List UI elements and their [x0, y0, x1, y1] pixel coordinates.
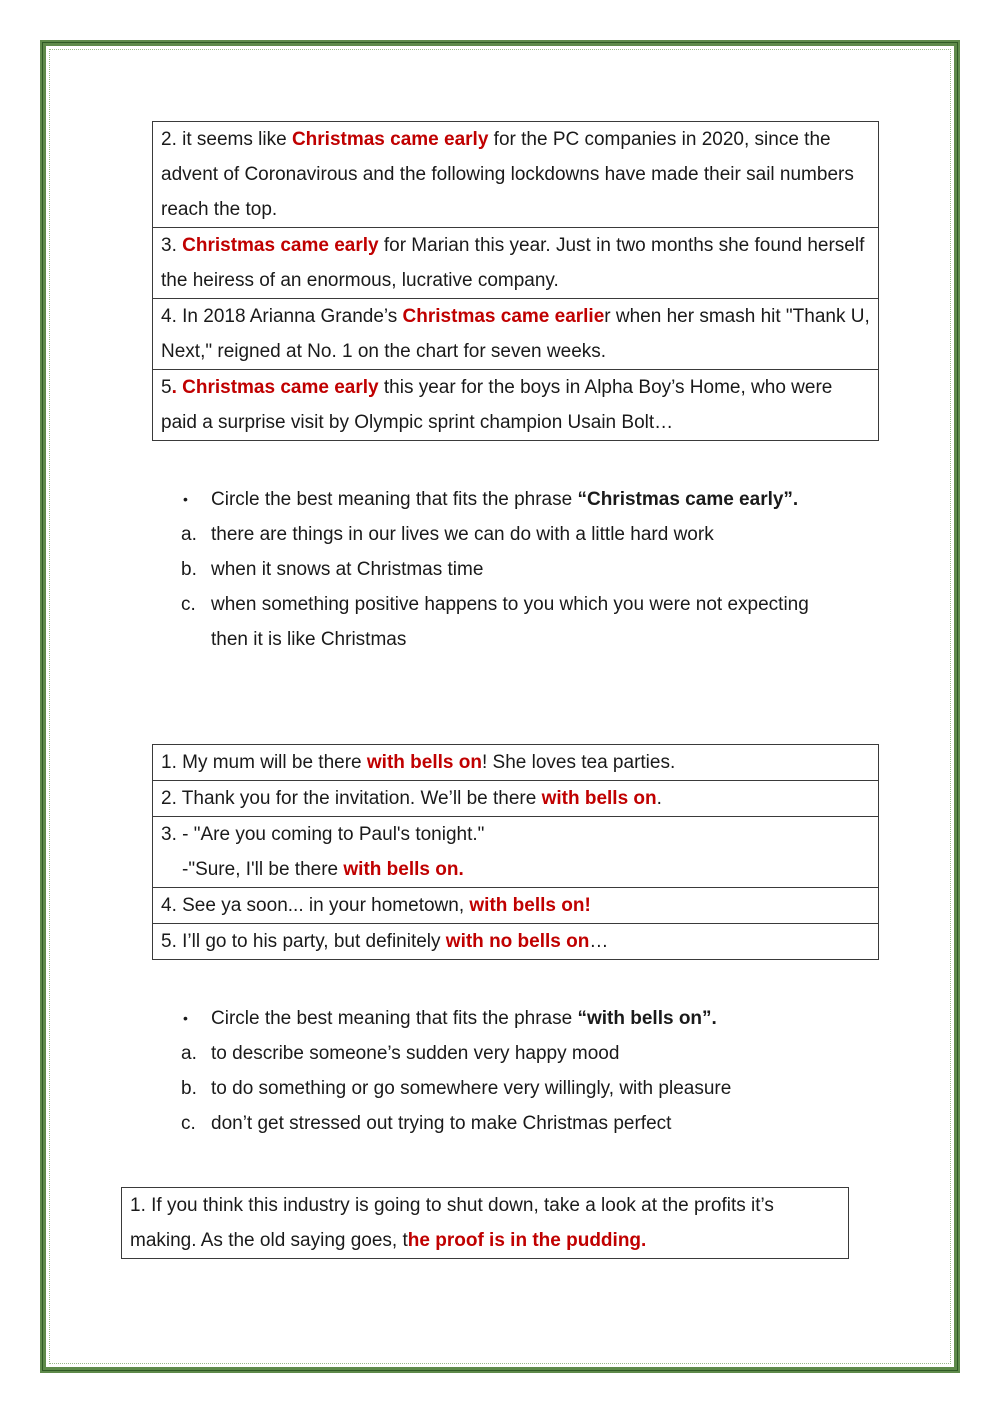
idiom-highlight: he proof is in the pudding. [407, 1230, 647, 1251]
examples-table-bells [152, 744, 879, 960]
answer-option-c[interactable]: c. when something positive happens to you which you were not expecting then it is like Christmas [181, 594, 809, 650]
idiom-highlight: with bells on [541, 788, 657, 809]
table-row: 2. Thank you for the invitation. We’ll be there with bells on. [153, 781, 879, 817]
idiom-highlight: with bells on [366, 752, 482, 773]
table-row: 5. Christmas came early this year for the boys in Alpha Boy’s Home, who were paid a surprise visit by Olympic sprint champion Usain Bolt… [153, 370, 879, 441]
idiom-highlight: Christmas came earlie [402, 306, 605, 327]
answer-option-b[interactable]: b. to do something or go somewhere very willingly, with pleasure [181, 1078, 732, 1099]
idiom-highlight: with bells on! [469, 895, 591, 916]
question-christmas-came-early [181, 482, 881, 657]
answer-option-a[interactable]: a. there are things in our lives we can do with a little hard work [181, 524, 714, 545]
table-row: 5. I’ll go to his party, but definitely with no bells on… [153, 924, 879, 960]
table-row: 1. My mum will be there with bells on! She loves tea parties. [153, 745, 879, 781]
answer-option-c[interactable]: c. don’t get stressed out trying to make Christmas perfect [181, 1113, 672, 1134]
answer-option-a[interactable]: a. to describe someone’s sudden very happy mood [181, 1043, 620, 1064]
bullet-icon: • [183, 491, 188, 507]
answer-option-b[interactable]: b. when it snows at Christmas time [181, 559, 484, 580]
table-row: 4. In 2018 Arianna Grande’s Christmas came earlier when her smash hit "Thank U, Next," reigned at No. 1 on the chart for seven weeks. [153, 299, 879, 370]
examples-table-christmas [152, 121, 879, 441]
bullet-icon: • [183, 1010, 188, 1026]
idiom-highlight: Christmas came early [291, 129, 489, 150]
idiom-highlight: with bells on. [343, 859, 464, 880]
examples-table-pudding [121, 1187, 849, 1259]
idiom-highlight: with no bells on [445, 931, 590, 952]
idiom-highlight: Christmas came early [182, 235, 379, 256]
table-row: 4. See ya soon... in your hometown, with bells on! [153, 888, 879, 924]
question-with-bells-on [181, 1001, 881, 1141]
question-prompt: • Circle the best meaning that fits the phrase “with bells on”. [181, 1001, 881, 1036]
table-row: 3. - "Are you coming to Paul's tonight." -"Sure, I'll be there with bells on. [153, 817, 879, 888]
idiom-highlight: . Christmas came early [171, 377, 379, 398]
idiom-phrase: “Christmas came early”. [577, 489, 799, 510]
idiom-phrase: “with bells on”. [577, 1008, 717, 1029]
question-prompt: • Circle the best meaning that fits the phrase “Christmas came early”. [181, 482, 881, 517]
table-row: 2. it seems like Christmas came early for the PC companies in 2020, since the advent of Coronavirous and the following lockdowns have made their sail numbers reach the top. [153, 122, 879, 228]
table-row: 3. Christmas came early for Marian this year. Just in two months she found herself the heiress of an enormous, lucrative company. [153, 228, 879, 299]
table-row: 1. If you think this industry is going to shut down, take a look at the profits it’s making. As the old saying goes, the proof is in the pudding. [122, 1188, 849, 1259]
